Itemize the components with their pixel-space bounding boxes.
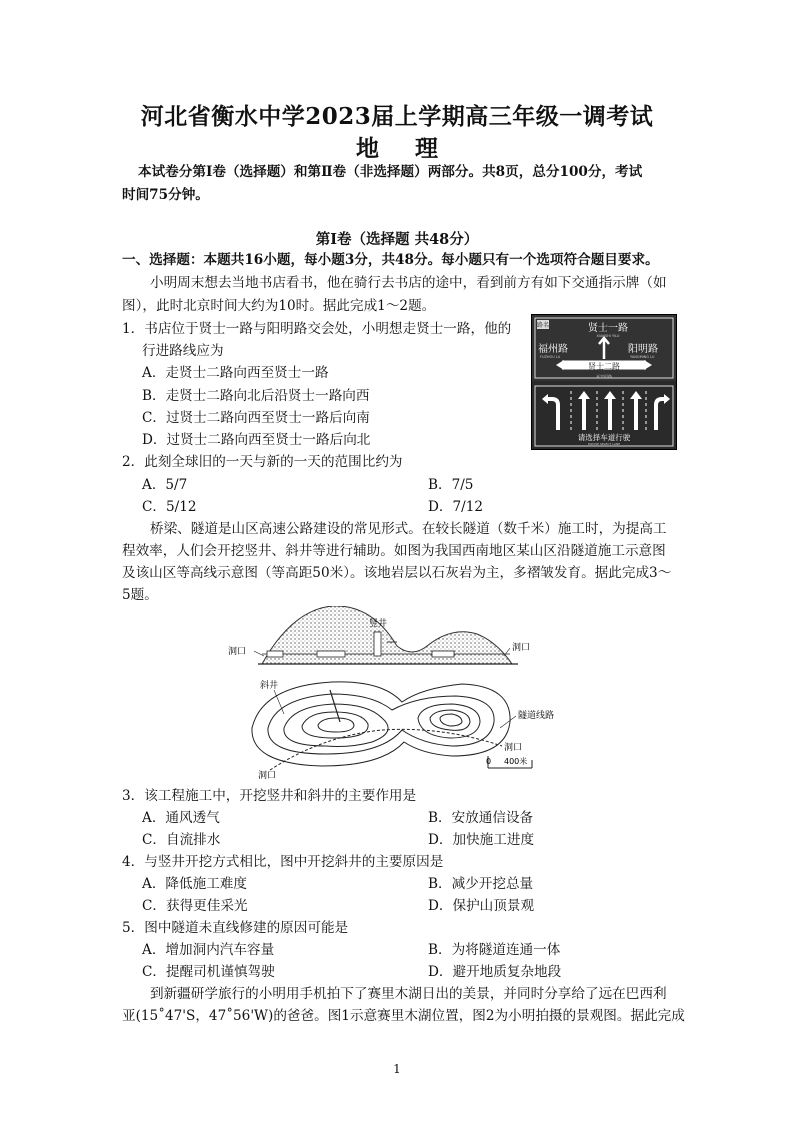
scale-value: 400米 — [504, 757, 528, 766]
q1-stem-line2: 行进路线应为 — [142, 343, 224, 359]
passage3-line1: 到新疆研学旅行的小明用手机拍下了赛里木湖日出的美景，并同时分享给了远在巴西利 — [150, 986, 667, 1002]
q4-stem: 4．与竖井开挖方式相比，图中开挖斜井的主要原因是 — [122, 854, 444, 870]
sign-left-pinyin: FUZHOU LU — [540, 355, 561, 359]
q3-option-a[interactable]: A．通风透气 — [142, 810, 220, 826]
q4-option-a[interactable]: A．降低施工难度 — [142, 876, 247, 892]
q1-option-a[interactable]: A．走贤士二路向西至贤士一路 — [142, 365, 329, 381]
contour-lines — [252, 682, 510, 766]
sign-bottom-road: 贤士二路 — [588, 362, 620, 371]
q5-option-b[interactable]: B．为将隧道连通一体 — [428, 942, 561, 958]
mountain-profile — [262, 606, 512, 664]
q4-option-c[interactable]: C．获得更佳采光 — [142, 898, 248, 914]
label-portal-bottom-left: 洞口 — [258, 771, 277, 781]
tunnel-diagram — [222, 606, 562, 782]
q4-option-d[interactable]: D．保护山顶景观 — [428, 898, 535, 914]
intro-line-1: 本试卷分第Ⅰ卷（选择题）和第Ⅱ卷（非选择题）两部分。共8页，总分100分，考试 — [138, 164, 643, 180]
traffic-sign-drawing — [532, 315, 676, 449]
q5-option-d[interactable]: D．避开地质复杂地段 — [428, 964, 562, 980]
passage1-line1: 小明周末想去当地书店看书，他在骑行去书店的途中，看到前方有如下交通指示牌（如 — [150, 275, 667, 291]
label-tunnel-route: 隧道线路 — [518, 711, 555, 721]
section-heading: 第Ⅰ卷（选择题 共48分） — [315, 231, 479, 248]
q2-stem: 2．此刻全球旧的一天与新的一天的范围比约为 — [122, 454, 403, 470]
sign-badge: 路名 — [536, 322, 550, 329]
q2-option-d[interactable]: D．7/12 — [428, 499, 484, 515]
label-portal-left: 洞口 — [228, 647, 247, 657]
q2-option-c[interactable]: C．5/12 — [142, 499, 197, 515]
q3-option-b[interactable]: B．安放通信设备 — [428, 810, 534, 826]
sign-top-road: 贤士一路 — [588, 323, 628, 334]
sign-lane-caption: 请选择车道行驶 — [577, 433, 631, 442]
q5-option-c[interactable]: C．提醒司机谨慎驾驶 — [142, 964, 275, 980]
label-shaft: 竖井 — [369, 619, 388, 629]
sign-lane-pinyin: PLEASE SELECT LANE — [587, 442, 621, 446]
q1-option-c[interactable]: C．过贤士二路向西至贤士一路后向南 — [142, 410, 370, 426]
q1-stem-line1: 1．书店位于贤士一路与阳明路交会处，小明想走贤士一路，他的 — [122, 321, 512, 337]
label-portal-bottom-right: 洞口 — [504, 743, 523, 753]
exam-title: 河北省衡水中学2023届上学期高三年级一调考试 — [140, 103, 654, 130]
intro-line-2: 时间75分钟。 — [122, 187, 209, 203]
sign-right-road: 阳明路 — [628, 344, 658, 355]
sign-right-pinyin: YANGMING LU — [630, 355, 655, 359]
passage3-line2: 亚(15˚47'S，47˚56'W)的爸爸。图1示意赛里木湖位置，图2为小明拍摄的景观图。据此完成 — [122, 1008, 685, 1024]
q3-option-d[interactable]: D．加快施工进度 — [428, 832, 535, 848]
tunnel-figure — [222, 606, 562, 782]
subject-title: 地 理 — [355, 135, 452, 162]
q3-option-c[interactable]: C．自流排水 — [142, 832, 221, 848]
section-instruction: 一、选择题：本题共16小题，每小题3分，共48分。每小题只有一个选项符合题目要求。 — [122, 252, 659, 268]
q3-stem: 3．该工程施工中，开挖竖井和斜井的主要作用是 — [122, 788, 417, 804]
passage2-line4: 5题。 — [122, 587, 158, 603]
traffic-sign-image — [531, 314, 677, 450]
label-portal-right: 洞口 — [512, 643, 531, 653]
q2-option-b[interactable]: B．7/5 — [428, 477, 474, 493]
sign-small-note: 米字形路 — [596, 374, 612, 379]
label-incline: 斜井 — [260, 681, 279, 691]
sign-top-road-pinyin: XIANSHI YILU — [596, 334, 620, 338]
incline-shaft-line — [330, 690, 340, 722]
page-number: 1 — [393, 1062, 401, 1076]
passage2-line2: 程效率，人们会开挖竖井、斜井等进行辅助。如图为我国西南地区某山区沿隧道施工示意图 — [122, 543, 666, 559]
q1-option-d[interactable]: D．过贤士二路向西至贤士一路后向北 — [142, 432, 371, 448]
passage2-line3: 及该山区等高线示意图（等高距50米）。该地岩层以石灰岩为主，多褶皱发育。据此完成3～ — [122, 565, 672, 581]
passage1-line2: 图），此时北京时间大约为10时。据此完成1～2题。 — [122, 298, 436, 314]
q4-option-b[interactable]: B．减少开挖总量 — [428, 876, 534, 892]
q1-option-b[interactable]: B．走贤士二路向北后沿贤士一路向西 — [142, 388, 370, 404]
q5-stem: 5．图中隧道未直线修建的原因可能是 — [122, 920, 349, 936]
passage2-line1: 桥梁、隧道是山区高速公路建设的常见形式。在较长隧道（数千米）施工时，为提高工 — [150, 521, 667, 537]
q2-option-a[interactable]: A．5/7 — [142, 477, 188, 493]
q5-option-a[interactable]: A．增加洞内汽车容量 — [142, 942, 275, 958]
vertical-shaft — [374, 632, 381, 656]
scale-zero: 0 — [486, 757, 492, 766]
sign-left-road: 福州路 — [538, 344, 568, 355]
